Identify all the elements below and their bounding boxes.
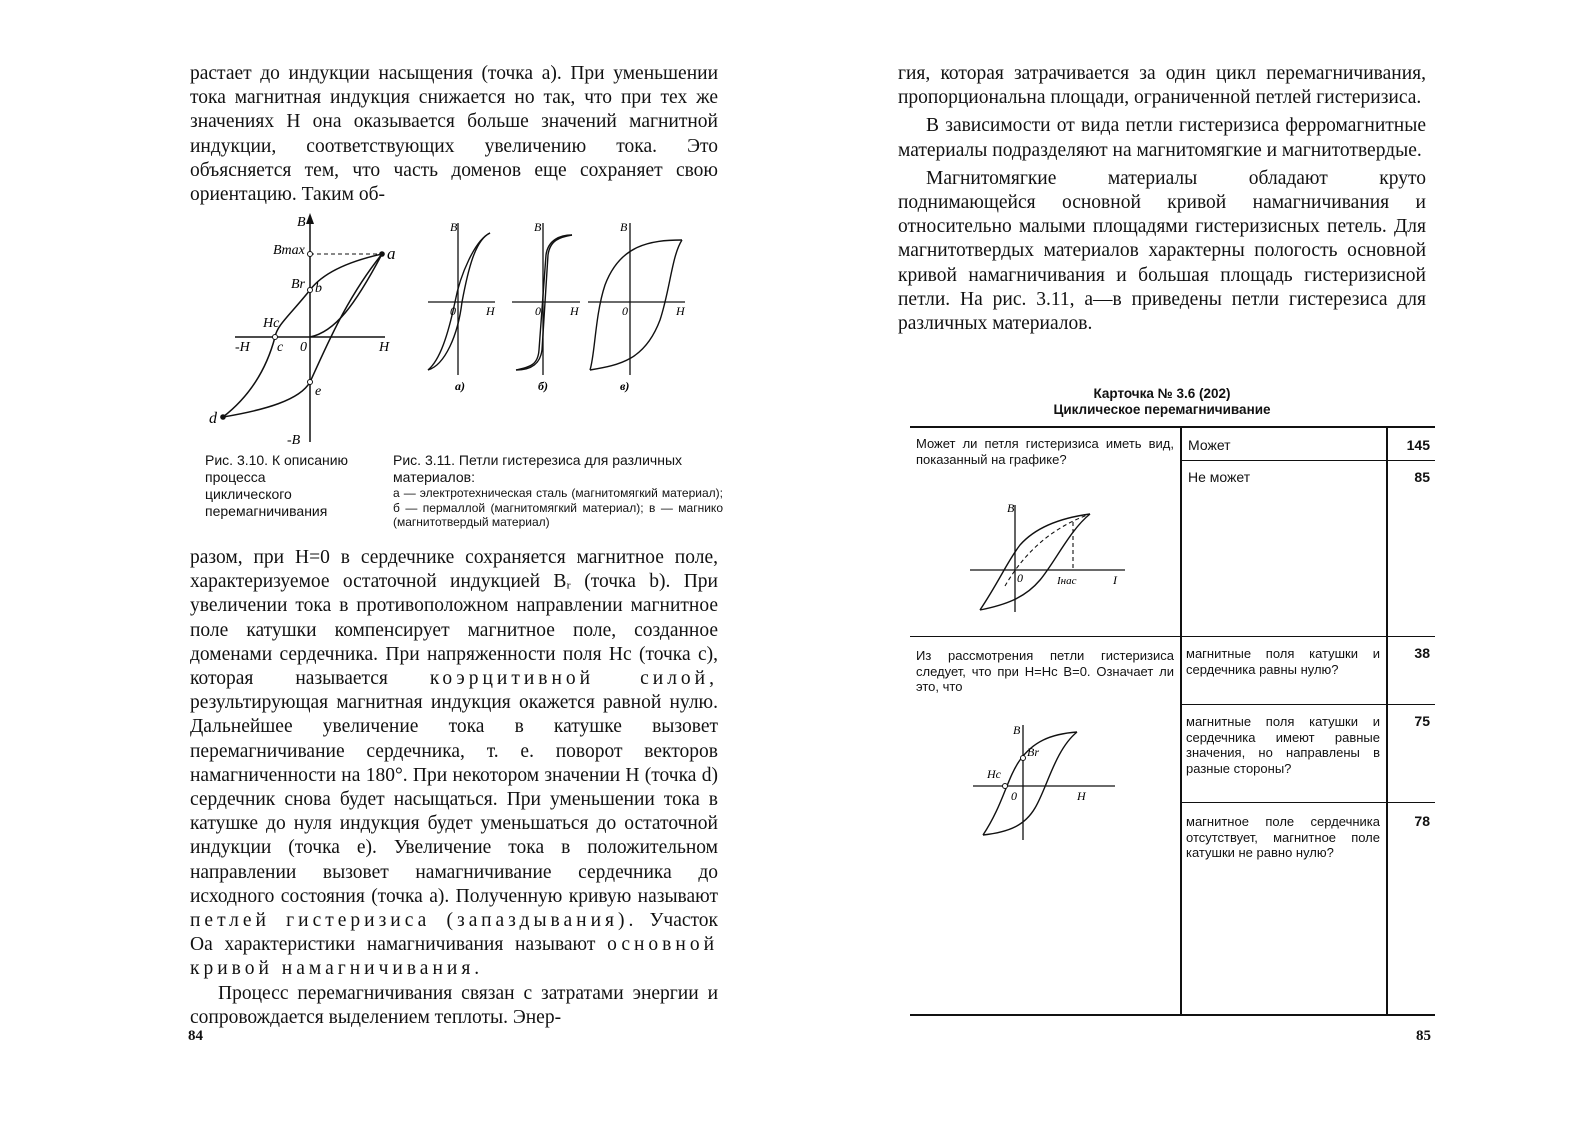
fig310-label-d: d (209, 410, 217, 427)
fig310-label-br: Br (291, 277, 305, 292)
fig311-b-b: B (534, 220, 542, 234)
text-last: Процесс перемагничивания связан с затратами энергии и сопровождается выделением теплоты. Энер- (190, 982, 718, 1028)
text-right-1: гия, которая затрачивается за один цикл перемагничивания, пропорциональна площади, ограниченной петлей гистеризиса. (898, 63, 1426, 109)
text-right-2: В зависимости от вида петли гистеризиса ферромагнитные материалы подразделяют на магнитомягкие и магнитотвердые. (898, 115, 1426, 161)
q1-graph-b: B (1007, 501, 1015, 515)
fig310-caption: Рис. 3.10. К описанию процесса циклического перемагничивания (205, 452, 349, 519)
figure-3-11-loops (420, 215, 700, 395)
q1-answer-1[interactable]: Может (1188, 437, 1231, 453)
page-number-right: 85 (1416, 1028, 1431, 1044)
fig310-label-h: H (379, 340, 390, 355)
text-main-1: разом, при H=0 в сердечнике сохраняется магнитное поле, характеризуемое остаточной индукцией Bᵣ (точка b). При увеличении тока в противоположном направлении магнитное поле катушки компенсирует магнитное поле, созданное доменами сердечника. При напряженности поля Hc (точка c), которая называется (190, 547, 718, 690)
fig310-label-minus-b: -B (287, 433, 301, 448)
question-1: Может ли петля гистеризиса иметь вид, показанный на графике? (916, 436, 1174, 467)
q2-answer-2-code: 75 (1414, 713, 1430, 729)
q2-graph-b: B (1013, 723, 1021, 737)
fig310-label-c: c (277, 340, 284, 355)
fig311-a-o: 0 (450, 304, 456, 318)
q2-answer-1-code: 38 (1414, 645, 1430, 661)
text-right-3: Магнитомягкие материалы обладают круто поднимающейся основной кривой намагничивания и относительно малыми площадями гистеризисных петель. Для магнитотвердых материалов характерны пологость основной кривой намагничивания и большая площадь гистеризисной петли. На рис. 3.11, а—в приведены петли гистерезиса для различных материалов. (898, 167, 1426, 335)
table-top-rule (910, 426, 1435, 428)
q2-graph-h: H (1077, 789, 1086, 803)
table-bottom-rule (910, 1014, 1435, 1016)
left-main-paragraph (190, 546, 718, 1030)
q1-graph-i: I (1113, 573, 1117, 587)
figure-3-10-hysteresis (205, 210, 405, 450)
q2-answer-1[interactable]: магнитные поля катушки и сердечника равны нулю? (1186, 646, 1380, 677)
fig310-label-minus-h: -H (235, 340, 250, 355)
loop-c (588, 220, 686, 393)
q1-answer-2-code: 85 (1414, 469, 1430, 485)
q1-answer-1-code: 145 (1406, 437, 1430, 453)
fig311-caption-body: а — электротехническая сталь (магнитомягкий материал); б — пермаллой (магнитомягкий материал); в — магнико (магнитотвердый материал) (393, 486, 723, 529)
question-1-graph (965, 500, 1130, 620)
fig311-c-o: 0 (622, 304, 628, 318)
right-page (790, 0, 1582, 1132)
fig311-caption-b: б) (538, 379, 548, 393)
fig310-label-bmax: Bmax (273, 243, 305, 258)
table-row-divider-q2a (1180, 704, 1435, 705)
fig311-caption (393, 452, 723, 530)
fig311-a-h: H (486, 304, 495, 318)
table-row-divider-q2 (910, 636, 1435, 637)
q2-answer-3-code: 78 (1414, 813, 1430, 829)
fig310-label-hc: Hc (263, 316, 280, 331)
card-heading (898, 386, 1426, 418)
q2-graph-br: Br (1027, 745, 1039, 759)
card-title: Карточка № 3.6 (202) (1093, 386, 1231, 401)
term-coercive-force: коэрцитивной силой, (429, 668, 718, 690)
q2-graph-hc: Hc (987, 767, 1001, 781)
right-paragraphs (898, 62, 1426, 336)
q1-answer-2[interactable]: Не может (1188, 469, 1251, 485)
fig311-b-h: H (570, 304, 579, 318)
text-top: растает до индукции насыщения (точка a). При уменьшении тока магнитная индукция снижается но так, что при тех же значениях H она оказывается больше значений магнитной индукции, соответствующих увеличению тока. Это объясняется тем, что часть доменов еще сохраняет свою ориентацию. Таким об- (190, 63, 718, 206)
table-col-divider (1180, 426, 1182, 1016)
fig310-label-point-b: b (315, 281, 322, 296)
fig311-c-h: H (676, 304, 685, 318)
text-main-3: Участок Oa характеристики намагничивания называют (190, 910, 718, 956)
left-top-paragraph (190, 62, 718, 207)
page-number-left: 84 (188, 1028, 203, 1044)
fig311-caption-title: Рис. 3.11. Петли гистерезиса для различных материалов: (393, 452, 683, 485)
loop-b (512, 220, 580, 393)
card-subtitle: Циклическое перемагничивание (1053, 402, 1271, 417)
q2-graph-o: 0 (1011, 789, 1017, 803)
fig311-caption-a: а) (455, 379, 465, 393)
left-page (0, 0, 790, 1132)
q1-graph-o: 0 (1017, 571, 1023, 585)
q2-answer-3[interactable]: магнитное поле сердечника отсутствует, магнитное поле катушки не равно нулю? (1186, 814, 1380, 860)
fig310-label-b: B (297, 215, 306, 230)
fig311-caption-c: в) (620, 379, 630, 393)
fig311-b-o: 0 (535, 304, 541, 318)
fig310-label-e: e (315, 384, 322, 399)
table-row-divider-q2b (1180, 802, 1435, 803)
q2-answer-2[interactable]: магнитные поля катушки и сердечника имеют равные значения, но направлены в разные стороны? (1186, 714, 1380, 776)
fig311-a-b: B (450, 220, 458, 234)
fig310-label-a: a (387, 244, 396, 263)
fig311-c-b: B (620, 220, 628, 234)
fig310-label-origin: 0 (300, 340, 307, 355)
table-row-divider-q1a (1180, 460, 1435, 461)
q1-graph-inas: Iнас (1057, 575, 1077, 587)
text-main-2: результирующая магнитная индукция окажется равной нулю. Дальнейшее увеличение тока в катушке вызовет перемагничивание сердечника, т. е. поворот векторов намагниченности на 180°. При некотором значении H (точка d) сердечник снова будет насыщаться. При уменьшении тока в катушке до нуля индукция будет уменьшаться до остаточной индукции (точка e). Увеличение тока в положительном направлении вызовет намагничивание сердечника до исходного состояния (точка a). Полученную кривую называют (190, 692, 718, 907)
term-hysteresis-loop: петлей гистеризиса (запаздывания). (190, 910, 638, 932)
term-main-curve: основной кривой намагничивания. (190, 934, 719, 980)
question-2: Из рассмотрения петли гистеризиса следует, что при H=Hc B=0. Означает ли это, что (916, 648, 1174, 694)
loop-a (428, 220, 496, 393)
question-2-graph (965, 720, 1120, 845)
table-code-divider (1386, 426, 1388, 1016)
